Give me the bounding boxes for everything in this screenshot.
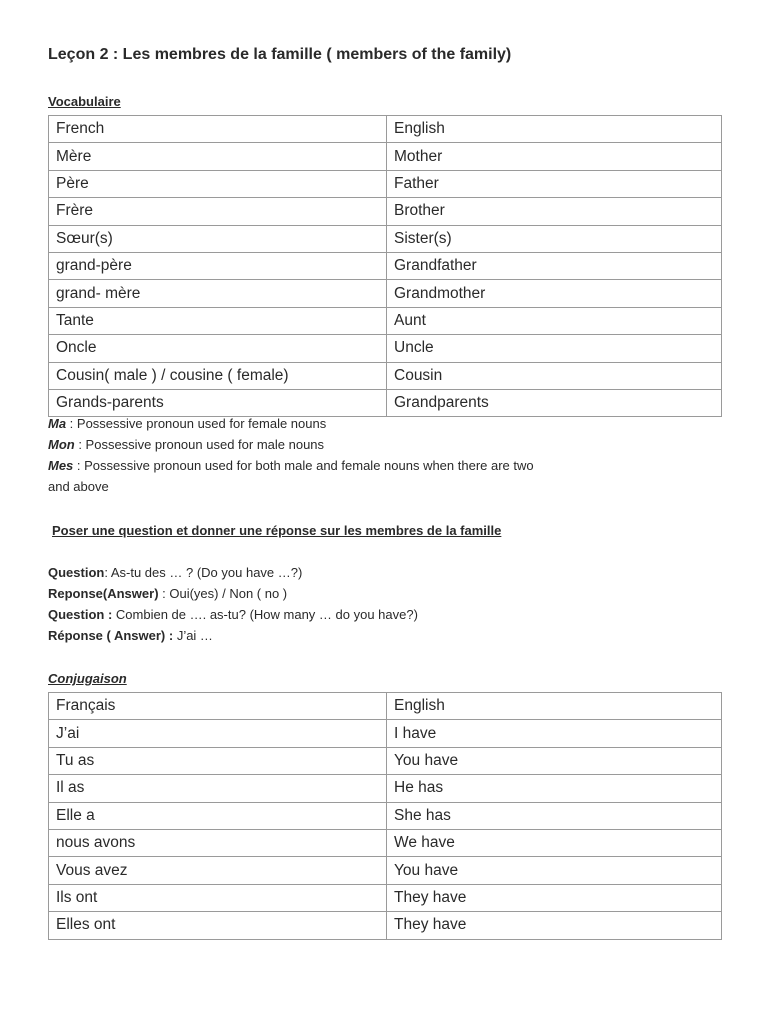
table-cell: He has (387, 775, 722, 802)
table-cell: nous avons (49, 829, 387, 856)
question-text: Combien de …. as-tu? (How many … do you have?) (112, 607, 418, 622)
table-cell: They have (387, 912, 722, 939)
table-cell: Frère (49, 198, 387, 225)
table-row (49, 829, 722, 856)
table-row (49, 307, 722, 334)
table-row (49, 198, 722, 225)
table-cell: grand- mère (49, 280, 387, 307)
table-cell: Sœur(s) (49, 225, 387, 252)
answer-label: Reponse(Answer) (48, 586, 159, 601)
table-cell: Uncle (387, 335, 722, 362)
table-cell: She has (387, 802, 722, 829)
table-cell: They have (387, 884, 722, 911)
note-mes-text: : Possessive pronoun used for both male and female nouns when there are two (73, 458, 534, 473)
table-cell: French (49, 116, 387, 143)
table-cell: We have (387, 829, 722, 856)
table-cell: Grandmother (387, 280, 722, 307)
table-cell: English (387, 116, 722, 143)
question-line-1 (48, 565, 302, 580)
table-cell: Tante (49, 307, 387, 334)
table-row (49, 857, 722, 884)
table-cell: J’ai (49, 720, 387, 747)
answer-text: J’ai … (173, 628, 213, 643)
note-ma (48, 416, 326, 431)
answer-line-2 (48, 628, 213, 643)
answer-label: Réponse ( Answer) : (48, 628, 174, 643)
table-row (49, 389, 722, 416)
note-mes (48, 458, 534, 473)
table-row (49, 362, 722, 389)
table-row (49, 225, 722, 252)
table-row (49, 912, 722, 939)
table-cell: Mère (49, 143, 387, 170)
table-cell: Sister(s) (387, 225, 722, 252)
lesson-title: Leçon 2 : Les membres de la famille ( members of the family) (48, 46, 512, 63)
table-row (49, 720, 722, 747)
table-cell: Elles ont (49, 912, 387, 939)
table-cell: Elle a (49, 802, 387, 829)
table-row (49, 116, 722, 143)
note-mon-text: : Possessive pronoun used for male nouns (74, 437, 325, 452)
note-mon (48, 437, 324, 452)
answer-text: : Oui(yes) / Non ( no ) (158, 586, 288, 601)
table-cell: Grands-parents (49, 389, 387, 416)
table-cell: Ils ont (49, 884, 387, 911)
table-cell: English (387, 693, 722, 720)
table-cell: You have (387, 857, 722, 884)
table-cell: Mother (387, 143, 722, 170)
table-cell: I have (387, 720, 722, 747)
table-cell: Grandfather (387, 252, 722, 279)
question-label: Question : (48, 607, 113, 622)
table-cell: Cousin (387, 362, 722, 389)
table-row (49, 775, 722, 802)
table-row (49, 170, 722, 197)
note-ma-term: Ma (48, 416, 67, 431)
note-ma-text: : Possessive pronoun used for female nouns (66, 416, 327, 431)
table-cell: Aunt (387, 307, 722, 334)
table-cell: You have (387, 747, 722, 774)
table-cell: Tu as (49, 747, 387, 774)
table-cell: Father (387, 170, 722, 197)
table-row (49, 693, 722, 720)
vocabulary-table (48, 115, 722, 417)
conjugation-table (48, 692, 722, 940)
table-row (49, 747, 722, 774)
answer-line-1 (48, 586, 287, 601)
question-line-2 (48, 607, 418, 622)
table-row (49, 802, 722, 829)
table-cell: Il as (49, 775, 387, 802)
question-text: : As-tu des … ? (Do you have …?) (104, 565, 303, 580)
vocabulary-heading: Vocabulaire (48, 94, 121, 109)
note-mes-term: Mes (48, 458, 74, 473)
table-cell: Brother (387, 198, 722, 225)
note-mes-continued: and above (48, 479, 109, 494)
conjugation-heading: Conjugaison (48, 671, 127, 686)
table-cell: Français (49, 693, 387, 720)
table-cell: Oncle (49, 335, 387, 362)
table-row (49, 280, 722, 307)
table-cell: Père (49, 170, 387, 197)
note-mon-term: Mon (48, 437, 75, 452)
question-label: Question (48, 565, 105, 580)
table-cell: Vous avez (49, 857, 387, 884)
table-cell: Grandparents (387, 389, 722, 416)
table-cell: Cousin( male ) / cousine ( female) (49, 362, 387, 389)
table-row (49, 884, 722, 911)
table-row (49, 143, 722, 170)
table-cell: grand-père (49, 252, 387, 279)
table-row (49, 252, 722, 279)
question-answer-heading: Poser une question et donner une réponse sur les membres de la famille (52, 523, 502, 538)
table-row (49, 335, 722, 362)
